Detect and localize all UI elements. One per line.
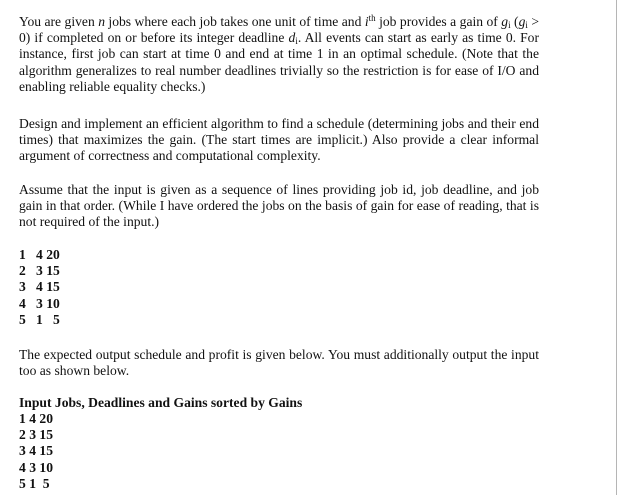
var-g: g xyxy=(518,14,526,29)
input-row: 5 1 5 xyxy=(19,311,60,327)
input-row: 1 4 20 xyxy=(19,247,60,262)
text: job provides a gain of xyxy=(375,14,502,29)
text: > 0) if completed on or before its integer deadline xyxy=(19,14,539,46)
text: ( xyxy=(510,14,519,29)
output-example-list xyxy=(19,411,53,492)
output-row: 3 4 15 xyxy=(19,443,53,459)
subscript-i: i xyxy=(508,20,511,30)
input-format-paragraph: Assume that the input is given as a sequence of lines providing job id, job deadline, and job gain in that order. (While I have ordered the jobs on the basis of gain for ease of reading, that is not required of the input.) xyxy=(19,182,539,230)
input-example-list xyxy=(19,247,60,328)
input-row: 3 4 15 xyxy=(19,279,60,295)
output-row: 2 3 15 xyxy=(19,427,53,443)
subscript-i: i xyxy=(295,36,298,47)
text: You are given xyxy=(19,14,99,29)
text: . All events can start as early as time 0. For instance, first job can start at time 0 and end at time 1 in an optimal schedule. (Note that the algorithm generalizes to real number deadlines trivially so the restriction is for ease of I/O and enabling reliable equality checks.) xyxy=(19,30,540,94)
var-g: g xyxy=(501,14,509,29)
text: jobs where each job takes one unit of time and xyxy=(104,14,365,29)
output-row: 4 3 10 xyxy=(19,459,53,475)
problem-statement-paragraph xyxy=(19,14,539,95)
superscript-th: th xyxy=(368,13,376,23)
output-row: 5 1 5 xyxy=(19,475,50,491)
output-row: 1 4 20 xyxy=(19,411,53,426)
input-row: 2 3 15 xyxy=(19,263,60,279)
input-row: 4 3 10 xyxy=(19,295,60,311)
task-paragraph: Design and implement an efficient algorithm to find a schedule (determining jobs and their end times) that maximizes the gain. (The start times are implicit.) Also provide a clear informal argument of correctness and computational complexity. xyxy=(19,116,539,164)
var-d: d xyxy=(288,30,296,46)
var-n: n xyxy=(98,14,105,29)
output-description-paragraph: The expected output schedule and profit is given below. You must additionally output the input too as shown below. xyxy=(19,347,539,379)
var-i: i xyxy=(364,14,369,29)
output-heading: Input Jobs, Deadlines and Gains sorted by Gains xyxy=(19,395,303,410)
page-edge-divider xyxy=(616,0,617,495)
subscript-i: i xyxy=(525,20,528,30)
